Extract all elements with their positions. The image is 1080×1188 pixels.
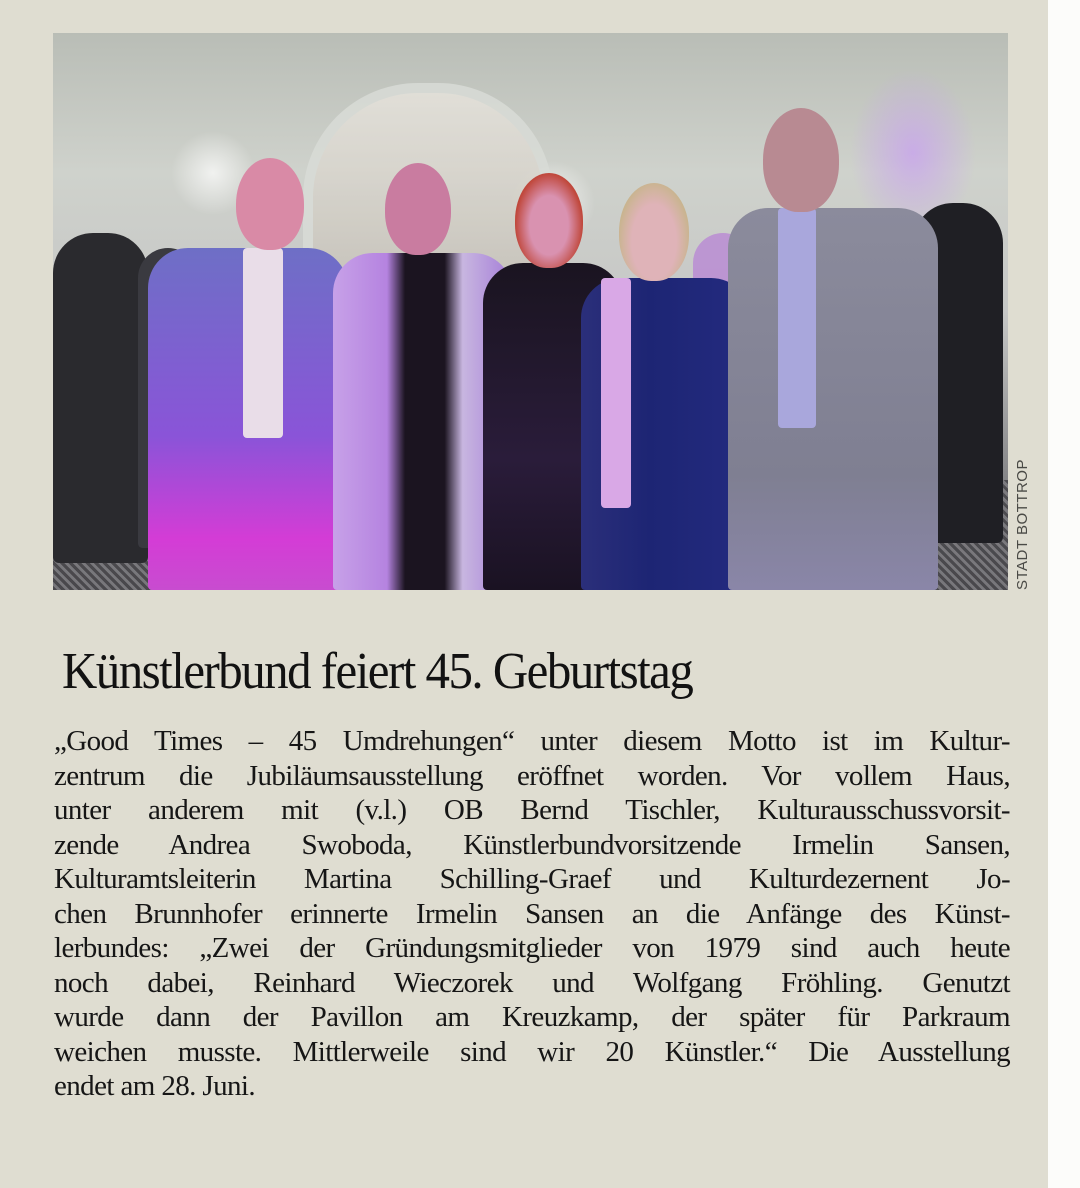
photo-credit: STADT BOTTROP [1014,459,1031,590]
article-body-line: wurde dann der Pavillon am Kreuzkamp, der später für Parkraum [54,1001,1010,1033]
article-photo [53,33,1008,590]
article-body-line: zende Andrea Swoboda, Künstlerbundvorsitzende Irmelin Sansen, [54,828,1010,861]
photo-person-1 [148,153,348,590]
photo-person-5 [728,108,938,590]
article-body-line: unter anderem mit (v.l.) OB Bernd Tischler, Kulturausschussvorsit- [54,794,1010,826]
photo-person-4 [581,183,751,590]
article-body-line: zentrum die Jubiläumsausstellung eröffnet worden. Vor vollem Haus, [54,759,1010,792]
article-body-line: lerbundes: „Zwei der Gründungsmitglieder von 1979 sind auch heute [54,932,1010,964]
article-body-line: chen Brunnhofer erinnerte Irmelin Sansen an die Anfänge des Künst- [54,897,1010,930]
article-body-line: weichen musste. Mittlerweile sind wir 20 Künstler.“ Die Ausstellung [54,1035,1010,1068]
article-body-line: Kulturamtsleiterin Martina Schilling-Graef und Kulturdezernent Jo- [54,863,1010,895]
article-body [54,724,1010,1104]
article-headline: Künstlerbund feiert 45. Geburtstag [62,643,693,700]
article-body-line: endet am 28. Juni. [54,1070,256,1102]
article-body-line: „Good Times – 45 Umdrehungen“ unter diesem Motto ist im Kultur- [54,725,1010,757]
photo-background-crowd [53,233,148,563]
article-body-line: noch dabei, Reinhard Wieczorek und Wolfgang Fröhling. Genutzt [54,966,1010,999]
right-margin-strip [1048,0,1080,1188]
